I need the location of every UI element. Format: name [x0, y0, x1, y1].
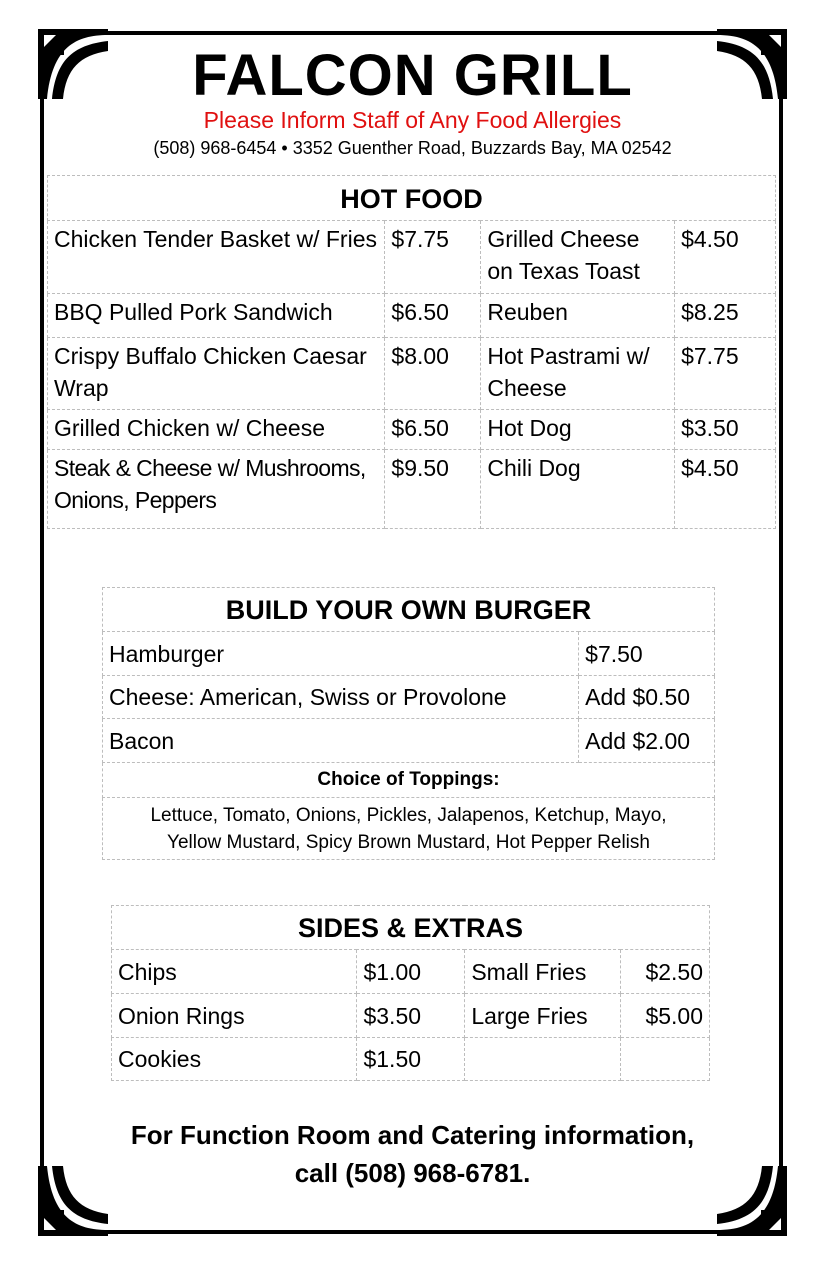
menu-item-name: Chips [112, 950, 357, 994]
table-row [103, 676, 715, 719]
menu-item-name [465, 1038, 621, 1081]
menu-item-price: $1.00 [357, 950, 465, 994]
menu-item-name: Onion Rings [112, 994, 357, 1038]
table-row [48, 221, 776, 294]
menu-item-price: $1.50 [357, 1038, 465, 1081]
table-row [112, 994, 710, 1038]
hot-food-table [47, 175, 776, 529]
menu-item-price: $6.50 [385, 410, 481, 450]
hot-food-heading: HOT FOOD [48, 176, 776, 221]
menu-item-price: $6.50 [385, 294, 481, 338]
menu-item-price: $8.25 [675, 294, 776, 338]
menu-item-price: $2.50 [621, 950, 710, 994]
table-row [103, 719, 715, 763]
menu-item-name: Hot Pastrami w/ Cheese [481, 338, 675, 410]
menu-item-price: $4.50 [675, 221, 776, 294]
burger-heading: BUILD YOUR OWN BURGER [103, 588, 715, 632]
menu-item-price: $9.50 [385, 450, 481, 529]
table-row [103, 632, 715, 676]
menu-item-name: Bacon [103, 719, 579, 763]
menu-item-name: Reuben [481, 294, 675, 338]
menu-item-name: Steak & Cheese w/ Mushrooms, Onions, Peppers [48, 450, 385, 529]
menu-item-price: $7.75 [675, 338, 776, 410]
table-row [112, 950, 710, 994]
menu-item-price: $3.50 [675, 410, 776, 450]
catering-footer [0, 1116, 825, 1192]
menu-item-name: Grilled Cheese on Texas Toast [481, 221, 675, 294]
menu-item-price: Add $0.50 [579, 676, 715, 719]
sides-table [111, 905, 710, 1081]
menu-item-name: Large Fries [465, 994, 621, 1038]
menu-item-price: $4.50 [675, 450, 776, 529]
allergy-notice: Please Inform Staff of Any Food Allergies [203, 107, 622, 133]
footer-line: For Function Room and Catering information, [130, 1120, 695, 1150]
table-row [48, 338, 776, 410]
table-row [48, 410, 776, 450]
toppings-line: Yellow Mustard, Spicy Brown Mustard, Hot Pepper Relish [167, 831, 650, 853]
menu-item-name: Cookies [112, 1038, 357, 1081]
menu-item-price: $7.75 [385, 221, 481, 294]
menu-item-name: Crispy Buffalo Chicken Caesar Wrap [48, 338, 385, 410]
menu-item-name: Small Fries [465, 950, 621, 994]
menu-item-name: Chicken Tender Basket w/ Fries [48, 221, 385, 294]
footer-line: call (508) 968-6781. [294, 1158, 531, 1188]
toppings-line: Lettuce, Tomato, Onions, Pickles, Jalapenos, Ketchup, Mayo, [150, 804, 667, 826]
menu-item-price: $5.00 [621, 994, 710, 1038]
restaurant-title: FALCON GRILL [192, 43, 633, 108]
table-row [48, 450, 776, 529]
toppings-list [103, 798, 715, 860]
contact-info: (508) 968-6454 • 3352 Guenther Road, Buzzards Bay, MA 02542 [153, 138, 672, 158]
menu-item-name: Hot Dog [481, 410, 675, 450]
menu-item-price: Add $2.00 [579, 719, 715, 763]
menu-item-name: BBQ Pulled Pork Sandwich [48, 294, 385, 338]
menu-item-price: $8.00 [385, 338, 481, 410]
menu-item-price: $7.50 [579, 632, 715, 676]
table-row [112, 1038, 710, 1081]
menu-item-name: Grilled Chicken w/ Cheese [48, 410, 385, 450]
menu-item-name: Chili Dog [481, 450, 675, 529]
toppings-label: Choice of Toppings: [103, 763, 715, 798]
menu-item-price: $3.50 [357, 994, 465, 1038]
menu-item-name: Cheese: American, Swiss or Provolone [103, 676, 579, 719]
table-row [48, 294, 776, 338]
menu-item-price [621, 1038, 710, 1081]
burger-table [102, 587, 715, 860]
menu-item-name: Hamburger [103, 632, 579, 676]
sides-heading: SIDES & EXTRAS [112, 906, 710, 950]
